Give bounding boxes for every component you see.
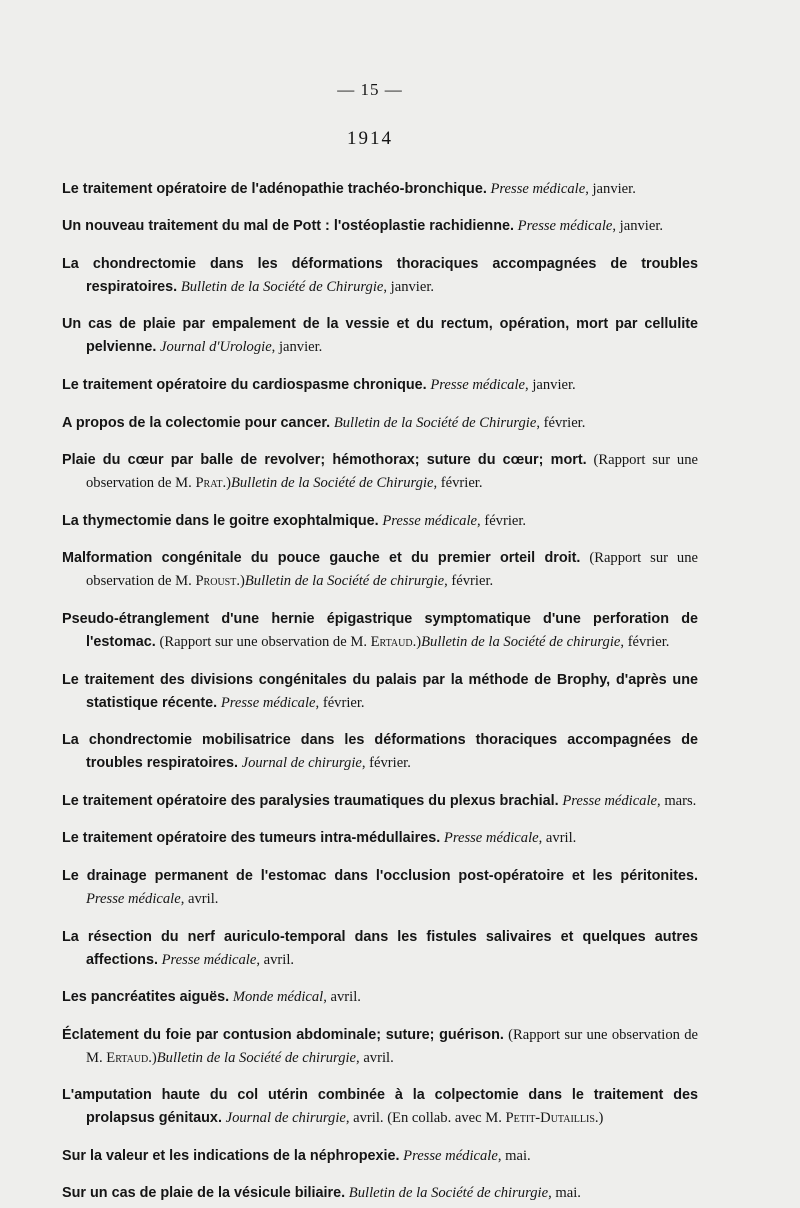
entry-source: Presse médicale bbox=[220, 694, 316, 711]
entry-title: La thymectomie dans le goitre exophtalmique. bbox=[62, 512, 379, 529]
entry-source: Presse médicale bbox=[443, 830, 539, 847]
entry-source: Journal de chirurgie bbox=[241, 755, 362, 772]
entry-date: , mai. bbox=[497, 1147, 531, 1164]
entry-report-note: (Rapport sur une observation de M. bbox=[159, 633, 371, 650]
bibliography-entry bbox=[62, 253, 698, 299]
bibliography-entry bbox=[62, 510, 698, 533]
entry-title: L'amputation haute du col utérin combinée à la colpectomie dans le traitement des prolapsus génitaux. bbox=[62, 1087, 698, 1127]
bibliography-entry bbox=[62, 449, 698, 495]
entry-report-close: .) bbox=[412, 633, 422, 650]
page-number: — 15 — bbox=[337, 80, 403, 99]
entry-title: La chondrectomie mobilisatrice dans les déformations thoraciques accompagnées de troubles respiratoires. bbox=[62, 732, 698, 772]
entry-title: Les pancréatites aiguës. bbox=[62, 989, 230, 1006]
entry-author-name: Ertaud bbox=[106, 1049, 149, 1066]
entry-title: Le traitement opératoire du cardiospasme chronique. bbox=[62, 376, 427, 393]
entry-date: , avril. (En collab. avec M. bbox=[345, 1110, 506, 1127]
bibliography-entry bbox=[62, 1145, 698, 1168]
entry-date: , janvier. bbox=[525, 376, 576, 393]
bibliography-entry bbox=[62, 178, 698, 201]
entry-source: Bulletin de la Société de chirurgie bbox=[156, 1049, 357, 1066]
entry-author-name: Prat bbox=[195, 475, 223, 492]
bibliography-entry bbox=[62, 374, 698, 397]
entry-source: Presse médicale bbox=[382, 512, 478, 529]
entry-title: Malformation congénitale du pouce gauche et du premier orteil droit. bbox=[62, 550, 581, 567]
entry-source: Presse médicale bbox=[403, 1147, 498, 1164]
entry-date: , février. bbox=[477, 512, 527, 529]
entry-date: , janvier. bbox=[585, 180, 636, 197]
entry-date: , février. bbox=[433, 475, 483, 492]
bibliography-entry bbox=[62, 729, 698, 775]
entry-source: Bulletin de la Société de Chirurgie bbox=[333, 414, 537, 431]
entry-title: Éclatement du foie par contusion abdominale; suture; guérison. bbox=[62, 1026, 504, 1043]
entry-date: , janvier. bbox=[271, 339, 323, 356]
entry-source: Presse médicale bbox=[562, 792, 658, 809]
entry-author-name: Proust bbox=[195, 573, 237, 590]
bibliography-entry bbox=[62, 215, 698, 238]
entry-report-note: (Rapport sur une observation de M. bbox=[86, 550, 698, 590]
entry-report-close: .) bbox=[222, 475, 231, 492]
entry-source: Bulletin de la Société de Chirurgie bbox=[230, 475, 434, 492]
entry-date: , avril. bbox=[538, 830, 577, 847]
bibliography-entry bbox=[62, 547, 698, 593]
bibliography-entry bbox=[62, 865, 698, 911]
entry-title: Pseudo-étranglement d'une hernie épigastrique symptomatique d'une perforation de l'estomac. bbox=[62, 610, 698, 650]
entry-source: Presse médicale bbox=[517, 218, 613, 235]
entry-title: Le drainage permanent de l'estomac dans l'occlusion post-opératoire et les péritonites. bbox=[62, 867, 698, 884]
entry-date: , février. bbox=[536, 414, 586, 431]
entry-title: Un nouveau traitement du mal de Pott : l'ostéoplastie rachidienne. bbox=[62, 218, 515, 235]
entry-title: Un cas de plaie par empalement de la vessie et du rectum, opération, mort par cellulite pelvienne. bbox=[62, 316, 698, 356]
entry-date: , avril. bbox=[323, 989, 361, 1006]
entry-report-close: .) bbox=[236, 573, 245, 590]
entry-source: Presse médicale bbox=[430, 376, 526, 393]
entry-date: , avril. bbox=[356, 1049, 394, 1066]
entry-date: , janvier. bbox=[612, 218, 664, 235]
entry-author-name: Ertaud bbox=[370, 633, 413, 650]
entry-title: Plaie du cœur par balle de revolver; hémothorax; suture du cœur; mort. bbox=[62, 452, 587, 469]
entry-source: Bulletin de la Société de Chirurgie bbox=[180, 278, 384, 295]
entry-title: Le traitement opératoire des paralysies traumatiques du plexus brachial. bbox=[62, 792, 559, 809]
entry-date: , février. bbox=[315, 694, 365, 711]
year-heading: 1914 bbox=[347, 128, 393, 149]
bibliography-entry bbox=[62, 926, 698, 972]
entry-title: Sur un cas de plaie de la vésicule biliaire. bbox=[62, 1185, 346, 1202]
bibliography-entry bbox=[62, 827, 698, 850]
entry-report-note: (Rapport sur une observation de M. bbox=[86, 1026, 698, 1066]
entry-date: , avril. bbox=[180, 890, 219, 907]
entry-source: Presse médicale bbox=[86, 890, 181, 907]
entry-title: La résection du nerf auriculo-temporal dans les fistules salivaires et quelques autres affections. bbox=[62, 928, 698, 968]
entry-date: , février. bbox=[444, 573, 494, 590]
entry-source: Bulletin de la Société de chirurgie bbox=[348, 1185, 549, 1202]
entry-date: , avril. bbox=[256, 951, 295, 968]
entry-source: Bulletin de la Société de chirurgie bbox=[421, 633, 621, 650]
bibliography-entry bbox=[62, 1084, 698, 1130]
entry-close: .) bbox=[594, 1110, 604, 1127]
bibliography-entry bbox=[62, 1182, 698, 1205]
entry-report-close: .) bbox=[148, 1049, 157, 1066]
entry-date: , mars. bbox=[657, 792, 697, 809]
entry-title: Sur la valeur et les indications de la néphropexie. bbox=[62, 1147, 400, 1164]
entry-source: Bulletin de la Société de chirurgie bbox=[244, 573, 445, 590]
bibliography-entry bbox=[62, 1024, 698, 1070]
entry-date: , mai. bbox=[548, 1185, 581, 1202]
entry-title: La chondrectomie dans les déformations thoraciques accompagnées de troubles respiratoires. bbox=[62, 255, 698, 295]
entry-source: Presse médicale bbox=[490, 180, 586, 197]
bibliography-entry bbox=[62, 313, 698, 359]
entry-title: Le traitement des divisions congénitales du palais par la méthode de Brophy, d'après une statistique récente. bbox=[62, 671, 698, 711]
entry-source: Monde médical bbox=[232, 989, 324, 1006]
bibliography-entry bbox=[62, 790, 698, 813]
entry-date: , janvier. bbox=[383, 278, 435, 295]
entry-date: , février. bbox=[620, 633, 670, 650]
bibliography-list bbox=[62, 163, 698, 1208]
bibliography-entry bbox=[62, 608, 698, 654]
bibliography-entry bbox=[62, 986, 698, 1009]
entry-source: Presse médicale bbox=[161, 951, 257, 968]
entry-title: A propos de la colectomie pour cancer. bbox=[62, 414, 331, 431]
entry-source: Journal de chirurgie bbox=[225, 1110, 346, 1127]
entry-report-note: (Rapport sur une observation de M. bbox=[86, 452, 698, 492]
bibliography-entry bbox=[62, 669, 698, 715]
entry-date: , février. bbox=[361, 755, 411, 772]
entry-collaborator-name: Petit-Dutaillis bbox=[505, 1110, 595, 1127]
bibliography-entry bbox=[62, 412, 698, 435]
entry-title: Le traitement opératoire des tumeurs intra-médullaires. bbox=[62, 830, 441, 847]
entry-title: Le traitement opératoire de l'adénopathie trachéo-bronchique. bbox=[62, 180, 487, 197]
entry-source: Journal d'Urologie bbox=[160, 339, 272, 356]
